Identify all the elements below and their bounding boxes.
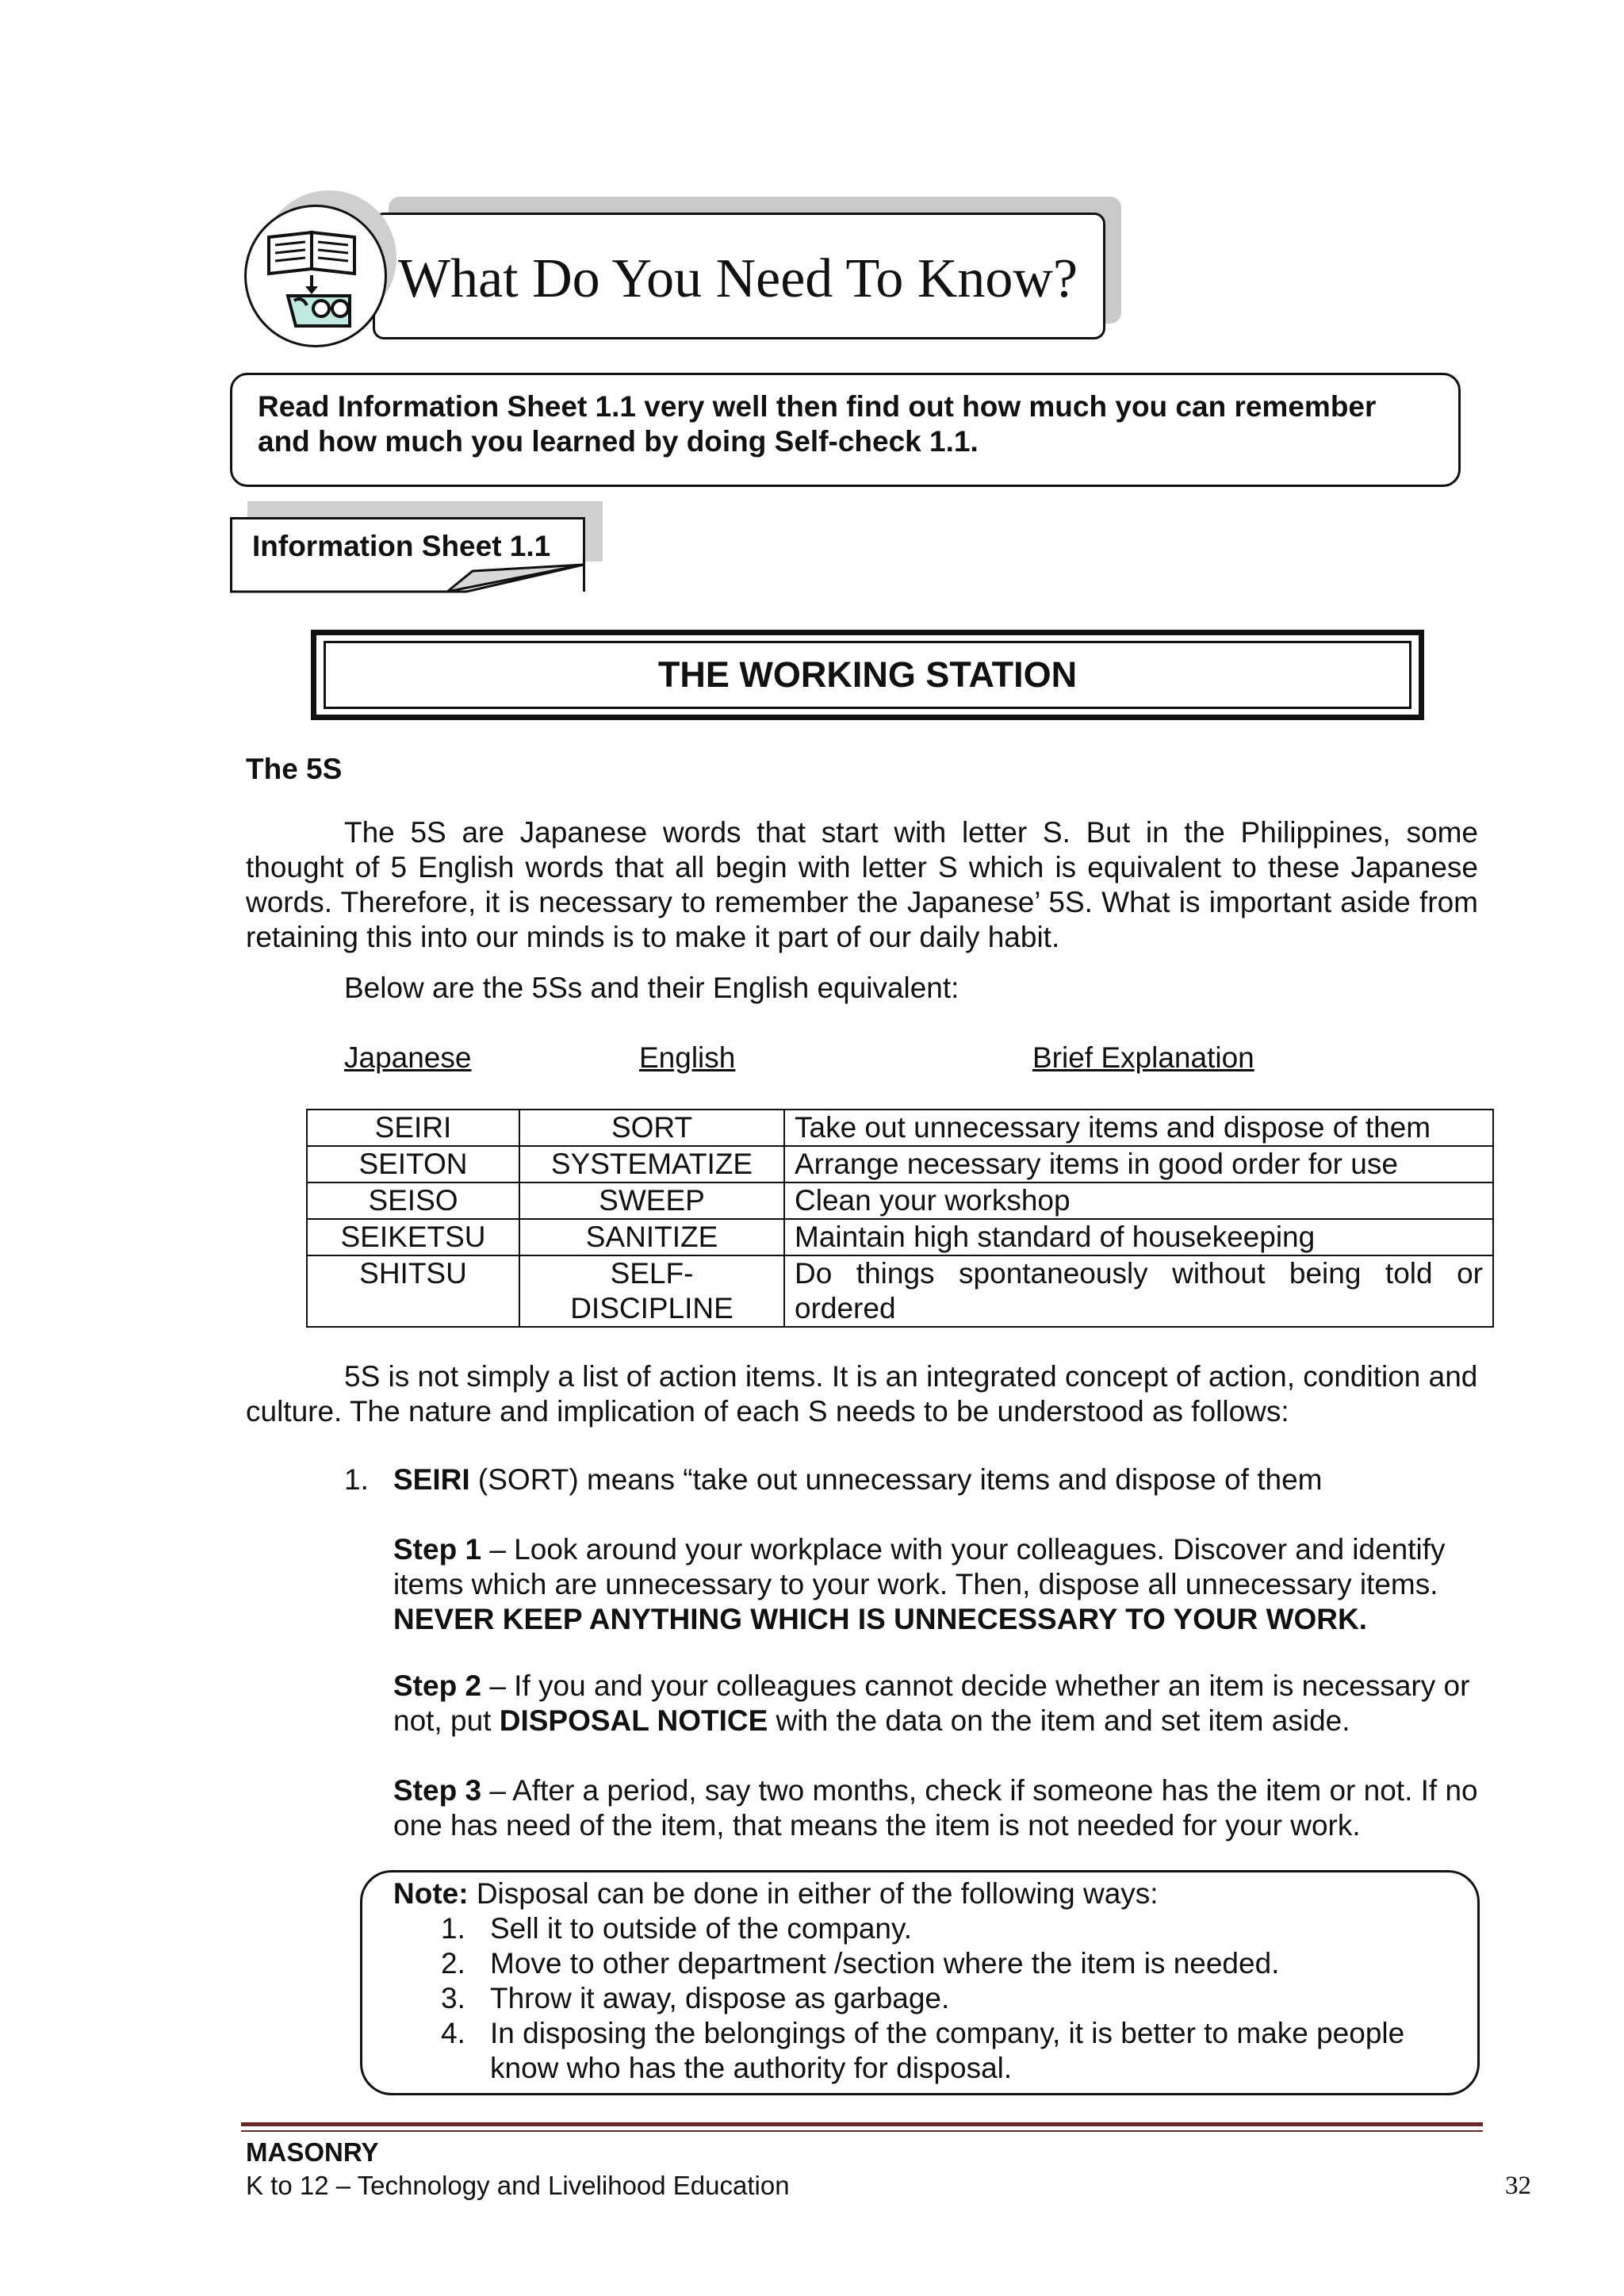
cell-japanese: SEITON [307,1146,519,1182]
table-row [307,1110,1493,1146]
table-row [307,1146,1493,1182]
step-1-label: Step 1 [393,1533,482,1566]
note-intro-line [393,1876,1448,1911]
table-row [307,1219,1493,1255]
book-reader-icon [247,207,385,345]
intro-paragraph [246,815,1478,955]
cell-japanese: SEISO [307,1182,519,1219]
step-2 [393,1669,1481,1738]
cell-explanation: Maintain high standard of housekeeping [784,1219,1493,1255]
cell-explanation: Arrange necessary items in good order for use [784,1146,1493,1182]
cell-english: SANITIZE [519,1219,784,1255]
step-3 [393,1773,1481,1843]
note-item-number: 4. [441,2017,465,2049]
step-1-emphasis: NEVER KEEP ANYTHING WHICH IS UNNECESSARY TO YOUR WORK. [393,1603,1368,1635]
cell-english [519,1255,784,1327]
header-japanese [344,1041,471,1075]
list-item [441,1981,1448,2016]
footer-rule [241,2122,1483,2126]
header-japanese-text: Japanese [344,1041,472,1074]
instruction-line-1: Read Information Sheet 1.1 very well then find out how much you can remember [258,390,1377,423]
seiri-description: (SORT) means “take out unnecessary items and dispose of them [469,1463,1323,1496]
note-content [393,1876,1448,2086]
below-line: Below are the 5Ss and their English equivalent: [344,972,959,1004]
note-item-number: 3. [441,1982,465,2014]
term-seiri: SEIRI [393,1463,470,1496]
note-item-text: In disposing the belongings of the company, it is better to make people know who has the authority for disposal. [490,2017,1405,2084]
step-2-text-before: – If you and your colleagues cannot decide whether an item is necessary or not, put [393,1669,1470,1737]
page-number: 32 [1505,2171,1531,2200]
note-label: Note: [393,1877,469,1910]
note-item-number: 1. [441,1912,465,1945]
list-item [441,1946,1448,1981]
intro-text: The 5S are Japanese words that start with letter S. But in the Philippines, some thought of 5 English words that all begin with letter S which is equivalent to these Japanese words. Therefore, it is necessary to remember the Japanese’ 5S. What is important aside from retaining this into our minds is to make it part of our daily habit. [246,816,1478,953]
note-intro: Disposal can be done in either of the following ways: [468,1877,1159,1910]
note-item-text: Throw it away, dispose as garbage. [490,1982,950,2014]
header-explanation [1032,1041,1254,1075]
cell-english-line-2: DISCIPLINE [570,1292,733,1324]
cell-english: SWEEP [519,1182,784,1219]
icon-circle [244,205,387,347]
step-2-text-after: with the data on the item and set item aside. [768,1704,1350,1737]
concept-paragraph [246,1359,1478,1429]
footer-course: K to 12 – Technology and Livelihood Education [246,2171,790,2200]
subheading: The 5S [246,753,343,785]
list-item-number: 1. [344,1463,369,1496]
disposal-notice: DISPOSAL NOTICE [499,1704,768,1737]
step-1-text: – Look around your workplace with your colleagues. Discover and identify items which are unnecessary to your work. Then, dispose all unnecessary items. [393,1533,1446,1600]
cell-explanation: Clean your workshop [784,1182,1493,1219]
five-s-table [306,1109,1494,1328]
page-title: What Do You Need To Know? [398,248,1078,309]
table-row [307,1255,1493,1327]
list-item [441,1911,1448,1946]
cell-english-line-1: SELF- [610,1257,694,1290]
list-item [441,2016,1450,2086]
step-3-text: – After a period, say two months, check if someone has the item or not. If no one has need of the item, that means the item is not needed for your work. [393,1774,1478,1842]
note-item-number: 2. [441,1947,465,1980]
info-sheet-label: Information Sheet 1.1 [252,530,551,562]
instruction-line-2: and how much you learned by doing Self-check 1.1. [258,425,979,458]
cell-explanation [784,1255,1493,1327]
step-2-label: Step 2 [393,1669,482,1702]
note-list [441,1911,1448,2086]
footer-subject: MASONRY [246,2137,379,2167]
instruction-box [230,373,1461,487]
table-row [307,1182,1493,1219]
step-1 [393,1532,1481,1637]
list-item-seiri [393,1462,1323,1497]
note-item-text: Sell it to outside of the company. [490,1912,913,1945]
note-item-text: Move to other department /section where the item is needed. [490,1947,1280,1980]
cell-english: SORT [519,1110,784,1146]
cell-japanese: SEIKETSU [307,1219,519,1255]
section-title: THE WORKING STATION [324,641,1411,709]
cell-explanation-text: Do things spontaneously without being told or ordered [795,1257,1483,1324]
header-english [639,1041,735,1075]
cell-japanese: SHITSU [307,1255,519,1327]
header-english-text: English [639,1041,736,1074]
header-explanation-text: Brief Explanation [1032,1041,1254,1074]
concept-text: 5S is not simply a list of action items. It is an integrated concept of action, condition and culture. The nature and implication of each S needs to be understood as follows: [246,1360,1478,1428]
step-3-label: Step 3 [393,1774,482,1807]
cell-english: SYSTEMATIZE [519,1146,784,1182]
cell-japanese: SEIRI [307,1110,519,1146]
cell-explanation: Take out unnecessary items and dispose of them [784,1110,1493,1146]
footer-rule-thin [241,2130,1483,2132]
